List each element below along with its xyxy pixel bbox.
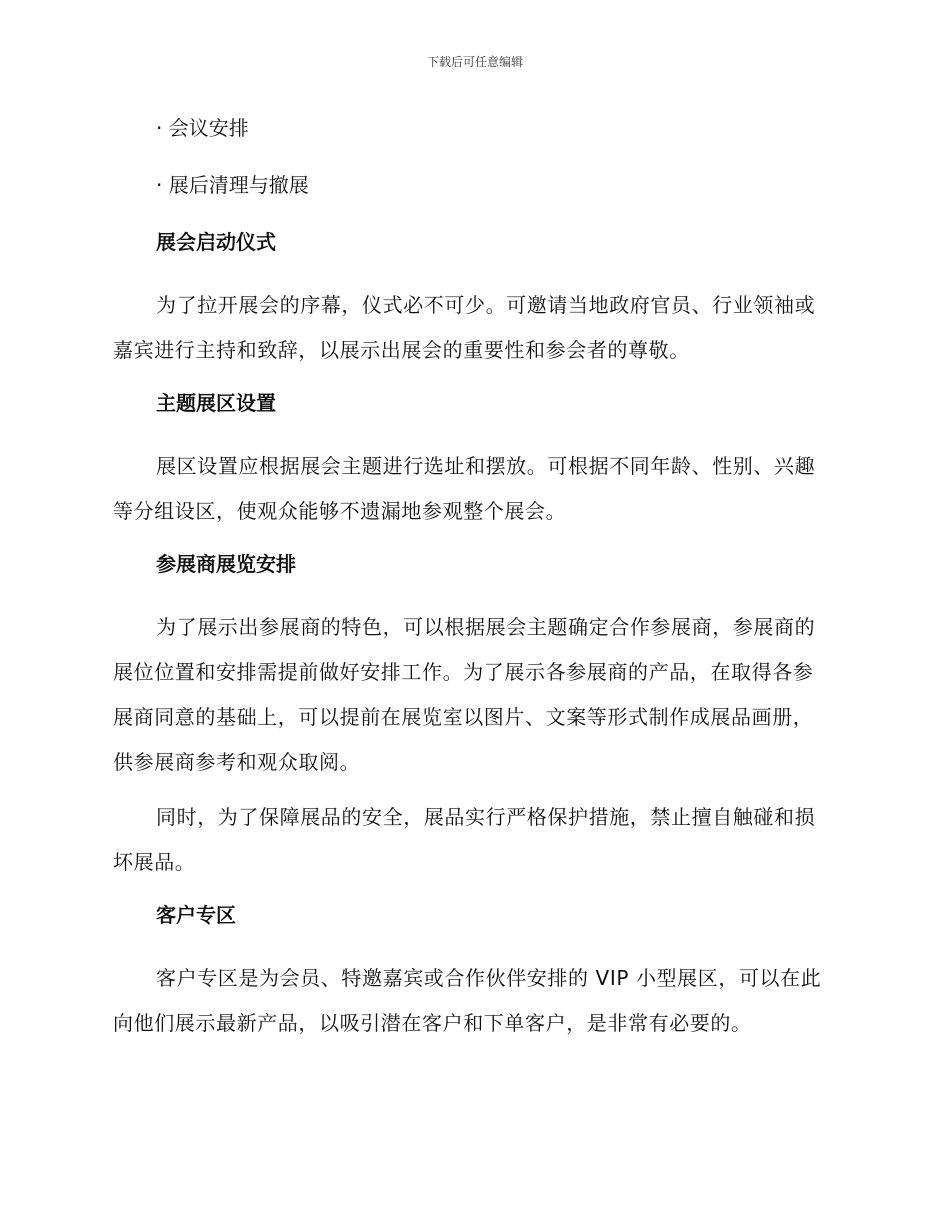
- section-heading-exhibitor-arrangement: 参展商展览安排: [156, 552, 296, 576]
- document-body: [113, 112, 831, 1060]
- paragraph-theme-zones: 展区设置应根据展会主题进行选址和摆放。可根据不同年龄、性别、兴趣等分组设区，使观众能够不遗漏地参观整个展会。: [113, 454, 816, 523]
- paragraph-exhibitor-arrangement: 为了展示出参展商的特色，可以根据展会主题确定合作参展商，参展商的展位位置和安排需提前做好安排工作。为了展示各参展商的产品，在取得各参展商同意的基础上，可以提前在展览室以图片、文案等形式制作成展品画册，供参展商参考和观众取阅。: [113, 615, 816, 774]
- bullet-item-meeting: · 会议安排: [156, 116, 249, 140]
- header-note: 下载后可任意编辑: [426, 55, 523, 69]
- section-heading-theme-zones: 主题展区设置: [156, 391, 276, 415]
- paragraph-exhibit-safety: 同时，为了保障展品的安全，展品实行严格保护措施，禁止擅自触碰和损坏展品。: [113, 805, 816, 874]
- section-heading-opening-ceremony: 展会启动仪式: [156, 230, 276, 254]
- section-heading-customer-zone: 客户专区: [156, 903, 236, 927]
- paragraph-customer-zone: 客户专区是为会员、特邀嘉宾或合作伙伴安排的 VIP 小型展区，可以在此向他们展示最新产品，以吸引潜在客户和下单客户，是非常有必要的。: [113, 966, 822, 1035]
- bullet-item-teardown: · 展后清理与撤展: [156, 173, 309, 197]
- paragraph-opening-ceremony: 为了拉开展会的序幕，仪式必不可少。可邀请当地政府官员、行业领袖或嘉宾进行主持和致辞，以展示出展会的重要性和参会者的尊敬。: [113, 293, 816, 362]
